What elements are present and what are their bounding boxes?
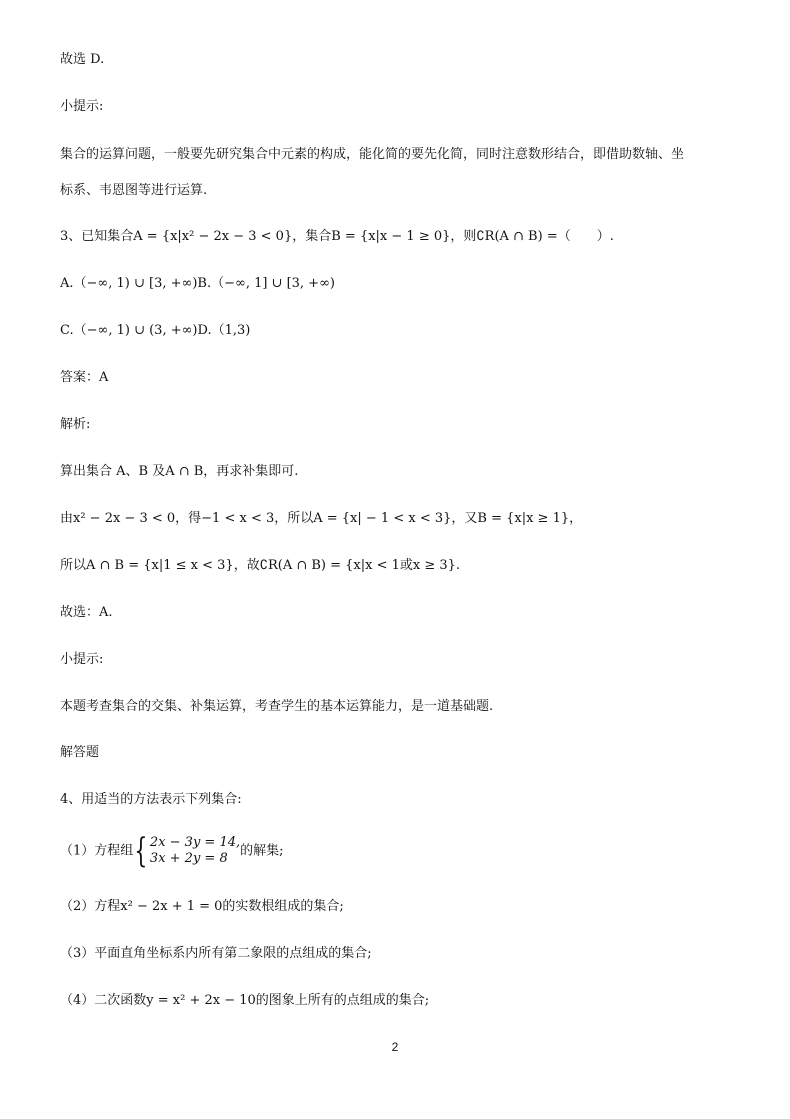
text-line: 故选 D. bbox=[60, 52, 105, 67]
equation-system bbox=[133, 831, 241, 871]
equation-line: 2x − 3y = 14, bbox=[149, 835, 241, 850]
equation-line: 3x + 2y = 8 bbox=[149, 851, 228, 866]
options-ab: A.（−∞, 1) ∪ [3, +∞)B.（−∞, 1] ∪ [3, +∞) bbox=[60, 276, 335, 291]
text-line: 算出集合 A、B 及A ∩ B，再求补集即可. bbox=[60, 464, 299, 479]
left-brace-icon: { bbox=[134, 831, 148, 871]
text-line: 标系、韦恩图等进行运算. bbox=[60, 183, 208, 198]
question-4: 4、用适当的方法表示下列集合: bbox=[60, 792, 242, 807]
text-line: 小提示: bbox=[60, 99, 104, 114]
page-number: 2 bbox=[391, 1040, 399, 1054]
text-line: 故选：A. bbox=[60, 605, 113, 620]
text-line: 所以A ∩ B = {x|1 ≤ x < 3}，故∁R(A ∩ B) = {x|x < 1或x ≥ 3}. bbox=[60, 558, 461, 573]
sub-question-2: （2）方程x² − 2x + 1 = 0的实数根组成的集合; bbox=[60, 899, 344, 914]
text-span: 的解集; bbox=[240, 843, 284, 859]
analysis-heading: 解析: bbox=[60, 417, 91, 432]
text-line: 本题考查集合的交集、补集运算，考查学生的基本运算能力，是一道基础题. bbox=[60, 699, 494, 714]
text-span: （1）方程组 bbox=[60, 843, 134, 859]
text-line: 小提示: bbox=[60, 652, 104, 667]
question-3: 3、已知集合A = {x|x² − 2x − 3 < 0}，集合B = {x|x − 1 ≥ 0}，则∁R(A ∩ B) =（ ）. bbox=[60, 229, 614, 244]
sub-question-3: （3）平面直角坐标系内所有第二象限的点组成的集合; bbox=[60, 946, 372, 961]
sub-question-1 bbox=[60, 831, 284, 871]
sub-question-4: （4）二次函数y = x² + 2x − 10的图象上所有的点组成的集合; bbox=[60, 993, 430, 1008]
text-line: 集合的运算问题，一般要先研究集合中元素的构成，能化简的要先化简，同时注意数形结合，即借助数轴、坐 bbox=[60, 147, 685, 162]
options-cd: C.（−∞, 1) ∪ (3, +∞)D.（1,3) bbox=[60, 323, 251, 338]
section-heading: 解答题 bbox=[60, 745, 100, 760]
answer: 答案：A bbox=[60, 370, 109, 385]
text-line: 由x² − 2x − 3 < 0，得−1 < x < 3，所以A = {x| − 1 < x < 3}，又B = {x|x ≥ 1}， bbox=[60, 511, 583, 526]
